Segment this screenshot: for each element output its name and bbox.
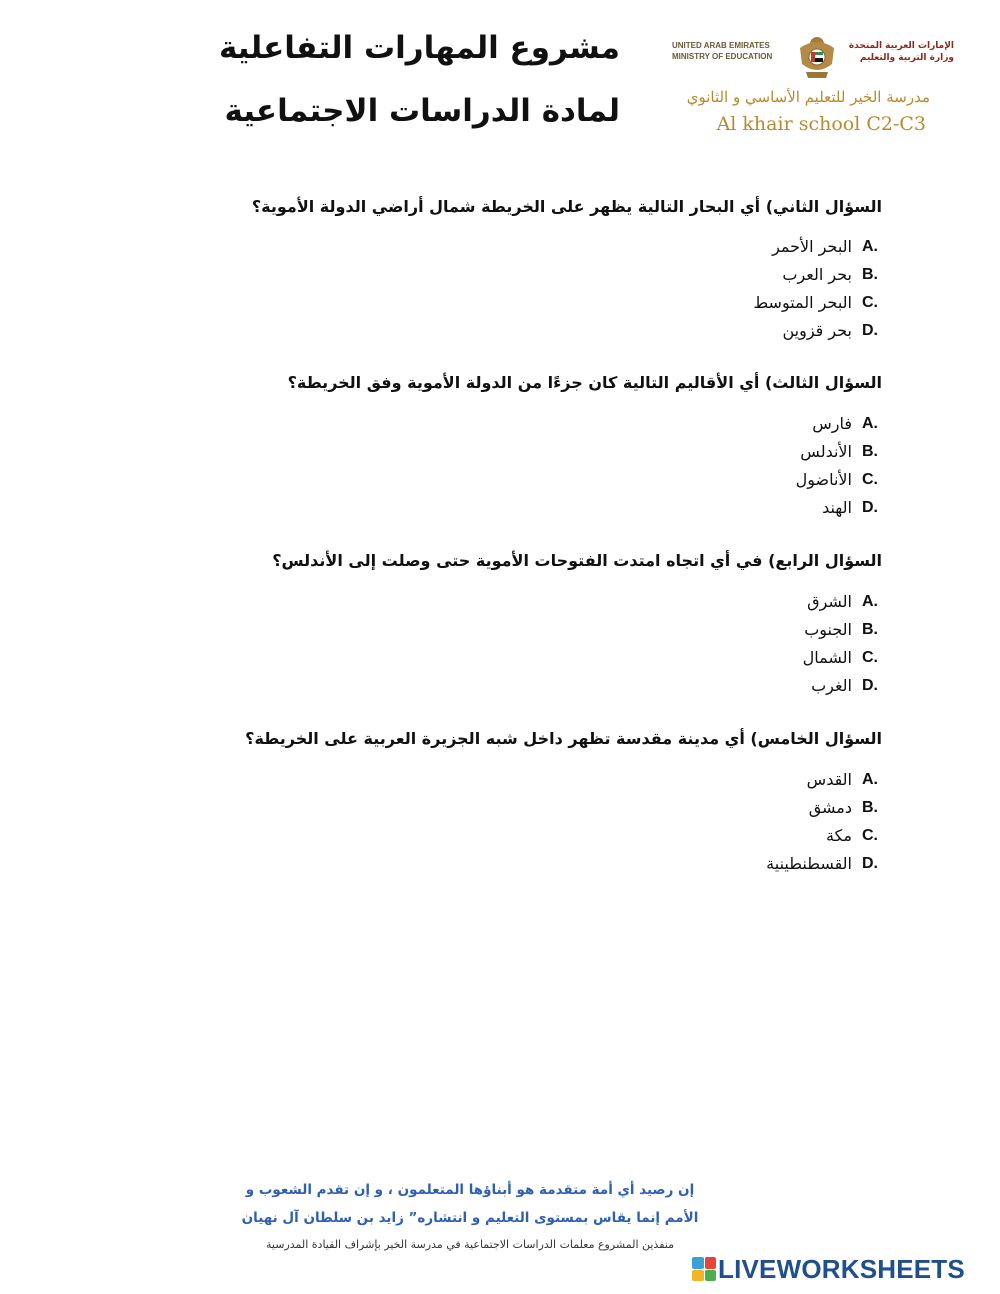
footer-quote-line1: إن رصيد أي أمة متقدمة هو أبناؤها المتعلمون ، و إن تقدم الشعوب و bbox=[245, 1182, 695, 1198]
option-b[interactable] bbox=[582, 261, 882, 289]
option-letter: D. bbox=[862, 855, 878, 872]
option-letter: D. bbox=[862, 322, 878, 339]
option-label: الأناضول bbox=[795, 470, 852, 489]
ministry-en-line2: MINISTRY OF EDUCATION bbox=[672, 52, 773, 61]
option-c[interactable] bbox=[582, 289, 882, 317]
option-letter: C. bbox=[862, 471, 878, 488]
school-name-ar: مدرسة الخير للتعليم الأساسي و الثانوي bbox=[686, 88, 930, 106]
uae-emblem-icon bbox=[792, 30, 842, 82]
option-letter: A. bbox=[862, 415, 878, 432]
option-label: فارس bbox=[812, 414, 852, 433]
option-label: الشرق bbox=[807, 592, 852, 611]
option-d[interactable] bbox=[582, 317, 882, 345]
ministry-logo-block bbox=[672, 30, 962, 140]
liveworksheets-logo[interactable] bbox=[692, 1253, 965, 1284]
option-d[interactable] bbox=[582, 672, 882, 700]
option-label: البحر الأحمر bbox=[772, 237, 852, 256]
option-letter: B. bbox=[862, 799, 878, 816]
option-b[interactable] bbox=[582, 438, 882, 466]
ministry-ar-line2: وزارة التربية والتعليم bbox=[859, 53, 954, 63]
option-letter: B. bbox=[862, 621, 878, 638]
question-3-options bbox=[582, 410, 882, 522]
option-letter: B. bbox=[862, 443, 878, 460]
option-label: القسطنطينية bbox=[766, 854, 852, 873]
option-b[interactable] bbox=[582, 794, 882, 822]
question-5-options bbox=[582, 766, 882, 878]
option-label: الجنوب bbox=[804, 620, 852, 639]
question-4-options bbox=[582, 588, 882, 700]
liveworksheets-blocks-icon bbox=[692, 1257, 716, 1281]
option-label: بحر قزوين bbox=[782, 321, 852, 340]
option-letter: C. bbox=[862, 649, 878, 666]
option-label: دمشق bbox=[808, 798, 852, 817]
option-label: البحر المتوسط bbox=[753, 293, 852, 312]
option-letter: A. bbox=[862, 593, 878, 610]
page-title-line2: لمادة الدراسات الاجتماعية bbox=[224, 93, 620, 129]
option-label: الأندلس bbox=[800, 442, 852, 461]
option-b[interactable] bbox=[582, 616, 882, 644]
option-c[interactable] bbox=[582, 466, 882, 494]
option-c[interactable] bbox=[582, 644, 882, 672]
option-letter: A. bbox=[862, 771, 878, 788]
option-label: الشمال bbox=[802, 648, 852, 667]
option-label: القدس bbox=[806, 770, 852, 789]
option-a[interactable] bbox=[582, 766, 882, 794]
ministry-en-line1: UNITED ARAB EMIRATES bbox=[672, 41, 770, 50]
option-a[interactable] bbox=[582, 410, 882, 438]
option-d[interactable] bbox=[582, 850, 882, 878]
option-a[interactable] bbox=[582, 233, 882, 261]
page-title-line1: مشروع المهارات التفاعلية bbox=[219, 30, 620, 66]
liveworksheets-brand: LIVEWORKSHEETS bbox=[718, 1253, 965, 1284]
question-2: السؤال الثاني) أي البحار التالية يظهر على الخريطة شمال أراضي الدولة الأموية؟ bbox=[251, 197, 882, 216]
option-label: مكة bbox=[826, 826, 852, 845]
ministry-name-ar bbox=[844, 40, 954, 64]
question-3: السؤال الثالث) أي الأقاليم التالية كان جزءًا من الدولة الأموية وفق الخريطة؟ bbox=[287, 373, 882, 392]
option-a[interactable] bbox=[582, 588, 882, 616]
footer-quote-line2: الأمم إنما يقاس بمستوى التعليم و انتشاره” زايد بن سلطان آل نهيان bbox=[241, 1210, 699, 1226]
ministry-name-en bbox=[672, 40, 792, 62]
option-letter: D. bbox=[862, 499, 878, 516]
option-label: بحر العرب bbox=[782, 265, 852, 284]
option-letter: C. bbox=[862, 294, 878, 311]
school-name-en: Al khair school C2-C3 bbox=[716, 113, 926, 135]
question-5: السؤال الخامس) أي مدينة مقدسة تظهر داخل شبه الجزيرة العربية على الخريطة؟ bbox=[245, 729, 882, 748]
option-c[interactable] bbox=[582, 822, 882, 850]
option-letter: D. bbox=[862, 677, 878, 694]
question-4: السؤال الرابع) في أي اتجاه امتدت الفتوحات الأموية حتى وصلت إلى الأندلس؟ bbox=[272, 551, 882, 570]
option-d[interactable] bbox=[582, 494, 882, 522]
option-label: الهند bbox=[822, 498, 852, 517]
ministry-ar-line1: الإمارات العربية المتحدة bbox=[848, 41, 954, 51]
option-label: الغرب bbox=[811, 676, 852, 695]
option-letter: C. bbox=[862, 827, 878, 844]
question-2-options bbox=[582, 233, 882, 345]
option-letter: A. bbox=[862, 238, 878, 255]
option-letter: B. bbox=[862, 266, 878, 283]
footer-credits: منفذين المشروع معلمات الدراسات الاجتماعية في مدرسة الخير بإشراف القيادة المدرسية bbox=[266, 1238, 674, 1251]
